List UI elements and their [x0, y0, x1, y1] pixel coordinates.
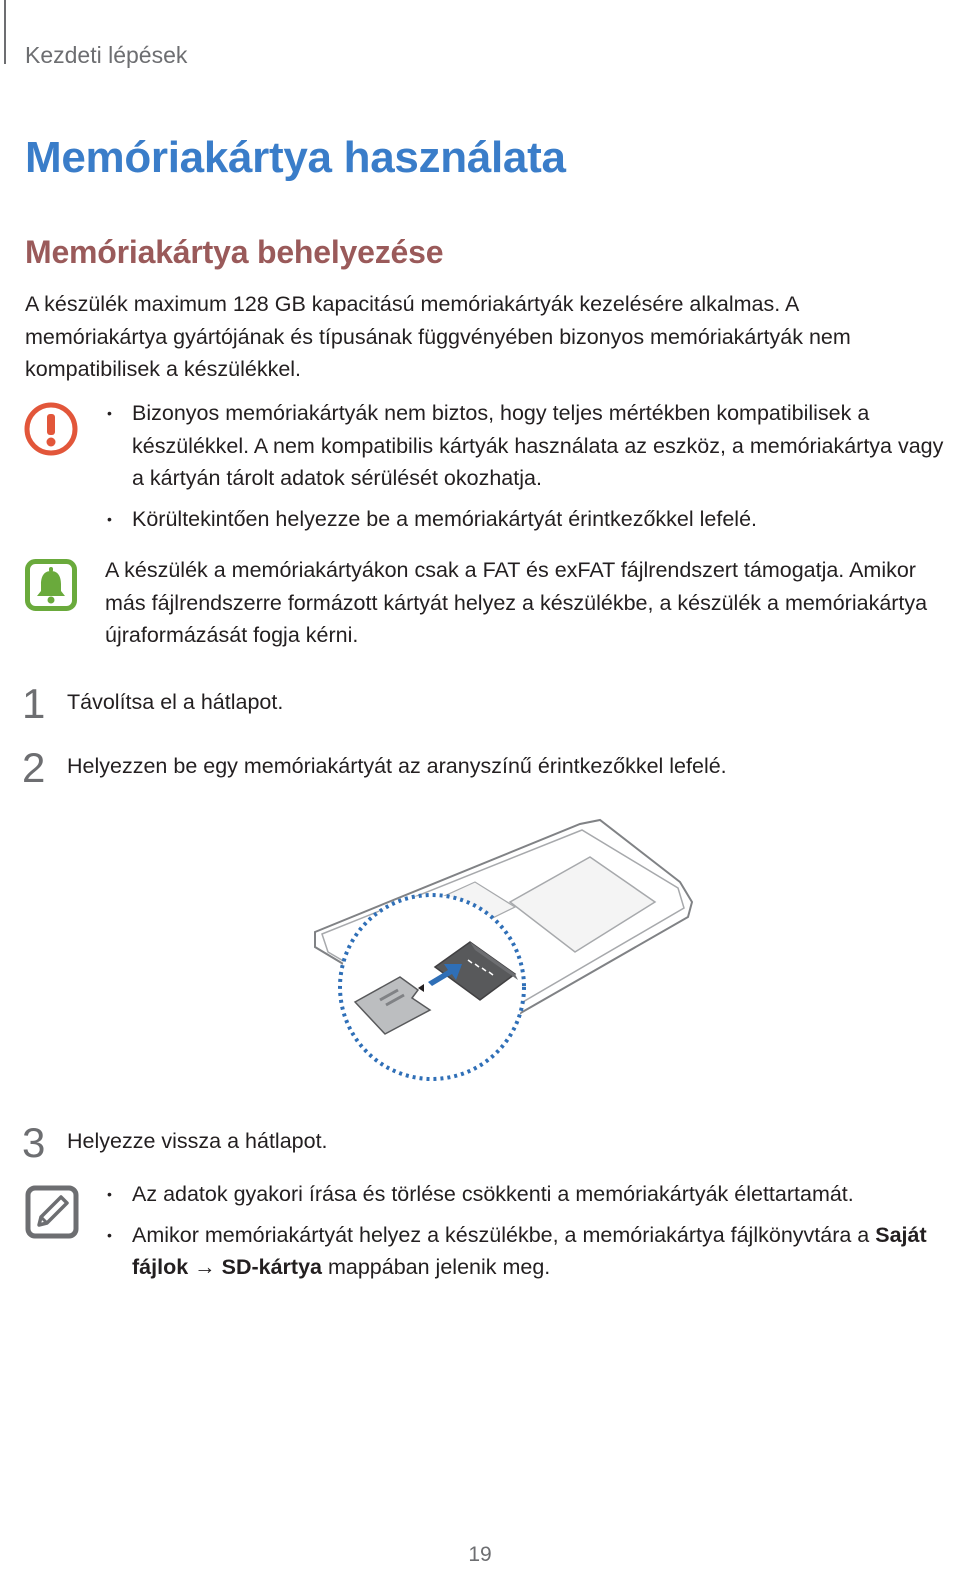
step-text: Helyezzen be egy memóriakártyát az aranyszínű érintkezőkkel lefelé.: [67, 754, 727, 778]
note-text: mappában jelenik meg.: [322, 1255, 551, 1279]
step-text: Helyezze vissza a hátlapot.: [67, 1129, 328, 1153]
note-icon: [25, 1185, 79, 1244]
page-title: Memóriakártya használata: [25, 133, 566, 182]
note-item: [105, 1219, 955, 1284]
intro-paragraph: A készülék maximum 128 GB kapacitású memóriakártyák kezelésére alkalmas. A memóriakártya gyártójának és típusának függvényében bizonyos memóriakártyák nem kompatibilisek a készülékkel.: [25, 292, 851, 381]
header-rule: [4, 0, 6, 64]
note-list: [105, 1178, 955, 1292]
step-number: 1: [22, 680, 46, 727]
note-text: Amikor memóriakártyát helyez a készülékbe, a memóriakártya fájlkönyvtára a: [132, 1222, 876, 1247]
page-number: 19: [468, 1543, 492, 1566]
step-number: 3: [22, 1119, 46, 1166]
caution-icon: [24, 402, 78, 461]
caution-item: • Bizonyos memóriakártyák nem biztos, hogy teljes mértékben kompatibilisek a készülékkel. A nem kompatibilis kártyák használata az eszköz, a memóriakártya vagy a kártyán tárolt adatok sérülését okozhatja.: [105, 397, 955, 495]
caution-list: [105, 397, 955, 543]
menu-path-sd-card: SD-kártya: [221, 1255, 322, 1279]
arrow-text: →: [188, 1255, 222, 1279]
notice-text: A készülék a memóriakártyákon csak a FAT és exFAT fájlrendszert támogatja. Amikor más fájlrendszerre formázott kártyát helyez a készülékbe, a készülék a memóriakártya újraformázását fogja kérni.: [105, 558, 928, 647]
section-header: Kezdeti lépések: [25, 42, 188, 68]
caution-item: • Körültekintően helyezze be a memóriakártyát érintkezőkkel lefelé.: [105, 503, 955, 536]
menu-path-my-files: Saját fájlok: [132, 1222, 927, 1279]
memory-card-illustration: [300, 812, 700, 1092]
bell-icon: [25, 559, 77, 616]
note-item: • Az adatok gyakori írása és törlése csökkenti a memóriakártyák élettartamát.: [105, 1178, 955, 1211]
section-subtitle: Memóriakártya behelyezése: [25, 234, 444, 270]
step-number: 2: [22, 744, 46, 791]
step-text: Távolítsa el a hátlapot.: [67, 690, 284, 714]
